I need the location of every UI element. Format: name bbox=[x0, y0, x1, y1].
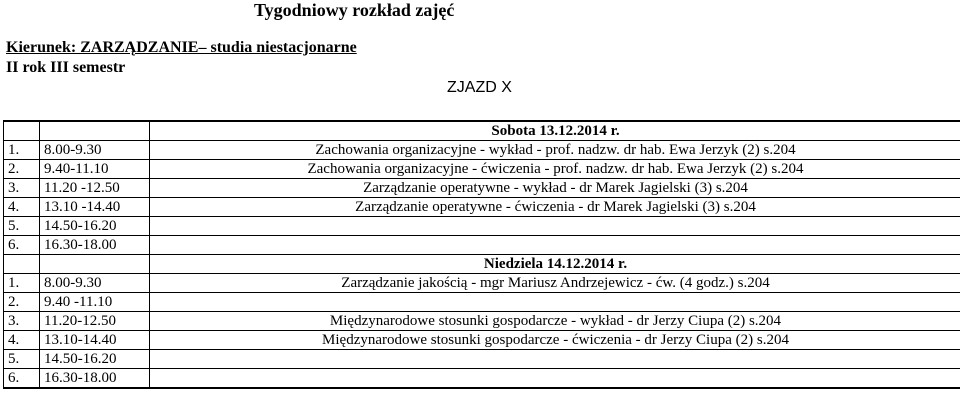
slot-subject: Zarządzanie jakością - mgr Mariusz Andrzejewicz - ćw. (4 godz.) s.204 bbox=[150, 274, 960, 293]
slot-time: 13.10 -14.40 bbox=[40, 198, 150, 217]
slot-subject: Zachowania organizacyjne - wykład - prof. nadzw. dr hab. Ewa Jerzyk (2) s.204 bbox=[150, 141, 960, 160]
slot-number: 2. bbox=[4, 293, 40, 312]
slot-number: 4. bbox=[4, 198, 40, 217]
year-semester-label: II rok III semestr bbox=[6, 59, 126, 76]
table-row bbox=[4, 236, 960, 255]
slot-subject bbox=[150, 350, 960, 369]
table-row bbox=[4, 369, 960, 389]
kierunek-label: Kierunek: ZARZĄDZANIE– studia niestacjonarne bbox=[6, 39, 357, 56]
table-row bbox=[4, 160, 960, 179]
table-row bbox=[4, 179, 960, 198]
slot-time: 14.50-16.20 bbox=[40, 350, 150, 369]
table-row bbox=[4, 312, 960, 331]
slot-time: 14.50-16.20 bbox=[40, 217, 150, 236]
day-header-row bbox=[4, 255, 960, 274]
slot-number: 2. bbox=[4, 160, 40, 179]
day-header-row bbox=[4, 121, 960, 141]
slot-number: 1. bbox=[4, 274, 40, 293]
slot-subject: Międzynarodowe stosunki gospodarcze - wykład - dr Jerzy Ciupa (2) s.204 bbox=[150, 312, 960, 331]
slot-number: 4. bbox=[4, 331, 40, 350]
table-row bbox=[4, 274, 960, 293]
slot-number: 1. bbox=[4, 141, 40, 160]
table-row bbox=[4, 198, 960, 217]
slot-subject: Zarządzanie operatywne - wykład - dr Marek Jagielski (3) s.204 bbox=[150, 179, 960, 198]
slot-time: 11.20 -12.50 bbox=[40, 179, 150, 198]
slot-time: 9.40 -11.10 bbox=[40, 293, 150, 312]
slot-time: 11.20-12.50 bbox=[40, 312, 150, 331]
slot-time: 8.00-9.30 bbox=[40, 141, 150, 160]
page-title: Tygodniowy rozkład zajęć bbox=[254, 0, 455, 20]
table-row bbox=[4, 217, 960, 236]
table-row bbox=[4, 141, 960, 160]
day-label-saturday: Sobota 13.12.2014 r. bbox=[150, 121, 960, 141]
slot-subject bbox=[150, 369, 960, 389]
slot-number: 3. bbox=[4, 179, 40, 198]
day-label-sunday: Niedziela 14.12.2014 r. bbox=[150, 255, 960, 274]
slot-time: 8.00-9.30 bbox=[40, 274, 150, 293]
table-row bbox=[4, 293, 960, 312]
slot-time: 16.30-18.00 bbox=[40, 236, 150, 255]
table-row bbox=[4, 331, 960, 350]
zjazd-label: ZJAZD X bbox=[447, 79, 512, 96]
slot-time: 9.40-11.10 bbox=[40, 160, 150, 179]
slot-subject bbox=[150, 217, 960, 236]
slot-subject bbox=[150, 293, 960, 312]
slot-number: 5. bbox=[4, 350, 40, 369]
slot-subject: Międzynarodowe stosunki gospodarcze - ćwiczenia - dr Jerzy Ciupa (2) s.204 bbox=[150, 331, 960, 350]
slot-subject bbox=[150, 236, 960, 255]
slot-number: 3. bbox=[4, 312, 40, 331]
slot-number: 6. bbox=[4, 369, 40, 389]
table-row bbox=[4, 350, 960, 369]
slot-time: 13.10-14.40 bbox=[40, 331, 150, 350]
slot-subject: Zarządzanie operatywne - ćwiczenia - dr Marek Jagielski (3) s.204 bbox=[150, 198, 960, 217]
slot-subject: Zachowania organizacyjne - ćwiczenia - prof. nadzw. dr hab. Ewa Jerzyk (2) s.204 bbox=[150, 160, 960, 179]
slot-number: 5. bbox=[4, 217, 40, 236]
schedule-table bbox=[3, 120, 960, 389]
slot-time: 16.30-18.00 bbox=[40, 369, 150, 389]
slot-number: 6. bbox=[4, 236, 40, 255]
